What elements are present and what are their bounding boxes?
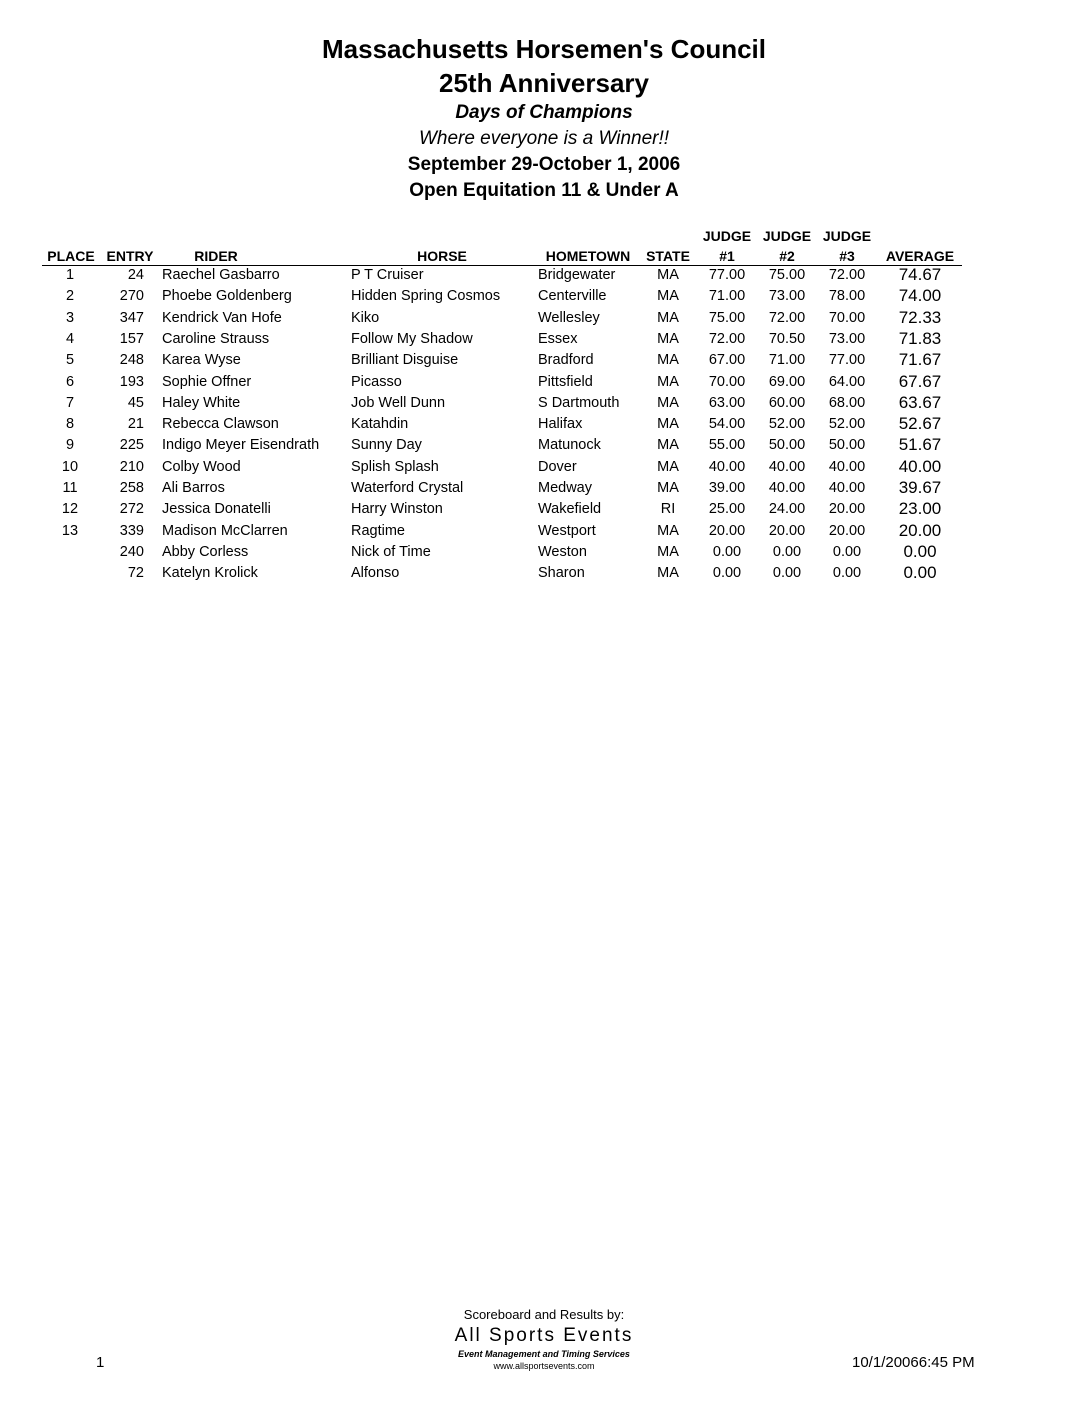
horse-cell: Harry Winston <box>351 501 443 518</box>
judge2-cell: 40.00 <box>768 480 806 496</box>
state-header: STATE <box>646 248 690 264</box>
judge1-cell: 25.00 <box>708 501 746 518</box>
place-cell: 1 <box>65 267 75 283</box>
horse-cell: Picasso <box>351 373 402 390</box>
place-cell: 10 <box>61 458 79 475</box>
hometown-cell: Bradford <box>538 352 594 369</box>
print-timestamp: 10/1/20066:45 PM <box>852 1354 975 1371</box>
rider-cell: Karea Wyse <box>162 352 241 369</box>
judge1-cell: 67.00 <box>708 352 746 369</box>
place-cell: 2 <box>65 288 75 305</box>
state-cell: MA <box>657 416 679 433</box>
rider-cell: Rebecca Clawson <box>162 416 279 433</box>
state-cell: MA <box>657 267 679 283</box>
judge3-cell: 78.00 <box>828 288 866 305</box>
judge3-cell: 40.00 <box>828 480 866 496</box>
entry-cell: 210 <box>119 458 144 475</box>
horse-cell: Sunny Day <box>351 437 422 454</box>
horse-cell: Hidden Spring Cosmos <box>351 288 501 305</box>
horse-cell: Kiko <box>351 309 380 326</box>
anniversary-title: 25th Anniversary <box>438 68 650 98</box>
hometown-cell: Wakefield <box>538 501 602 518</box>
entry-cell: 248 <box>119 352 144 369</box>
table-row <box>0 437 1088 458</box>
judge3-cell: 72.00 <box>828 267 866 283</box>
judge3-cell: 77.00 <box>828 352 866 369</box>
state-cell: MA <box>657 543 679 560</box>
hometown-cell: Pittsfield <box>538 373 593 390</box>
rider-cell: Jessica Donatelli <box>162 501 271 518</box>
judge3-cell: 0.00 <box>832 565 862 582</box>
judge1-header-word: JUDGE <box>702 228 752 244</box>
judge3-header: #3 <box>839 248 855 264</box>
entry-cell: 272 <box>119 501 144 518</box>
judge1-cell: 63.00 <box>708 394 746 411</box>
average-cell: 71.83 <box>898 328 942 348</box>
horse-cell: Brilliant Disguise <box>351 352 459 369</box>
entry-cell: 225 <box>119 437 144 454</box>
state-cell: MA <box>657 288 679 305</box>
table-row <box>0 371 1088 395</box>
judge1-cell: 40.00 <box>708 458 746 475</box>
horse-cell: Splish Splash <box>351 458 439 475</box>
judge3-cell: 68.00 <box>828 394 866 411</box>
horse-cell: Nick of Time <box>351 543 431 560</box>
entry-cell: 45 <box>127 394 144 411</box>
entry-cell: 193 <box>119 373 144 390</box>
rider-cell: Sophie Offner <box>162 373 252 390</box>
judge2-cell: 40.00 <box>768 458 806 475</box>
state-cell: MA <box>657 480 679 496</box>
rider-cell: Haley White <box>162 394 241 411</box>
hometown-cell: Centerville <box>538 288 607 305</box>
rider-cell: Indigo Meyer Eisendrath <box>162 437 320 454</box>
judge2-cell: 52.00 <box>768 416 806 433</box>
average-cell: 71.67 <box>898 350 942 370</box>
state-cell: RI <box>660 501 676 518</box>
judge3-cell: 20.00 <box>828 501 866 518</box>
event-tagline: Where everyone is a Winner!! <box>418 128 670 149</box>
judge1-cell: 54.00 <box>708 416 746 433</box>
hometown-cell: Essex <box>538 330 578 347</box>
judge1-cell: 39.00 <box>708 480 746 496</box>
average-cell: 20.00 <box>898 520 942 540</box>
organization-title: Massachusetts Horsemen's Council <box>322 34 766 64</box>
entry-cell: 347 <box>119 309 144 326</box>
judge1-cell: 70.00 <box>708 373 746 390</box>
rider-cell: Katelyn Krolick <box>162 565 258 582</box>
table-row <box>0 541 1088 565</box>
judge3-cell: 64.00 <box>828 373 866 390</box>
judge2-cell: 70.50 <box>768 330 806 347</box>
state-cell: MA <box>657 565 679 582</box>
average-cell: 72.33 <box>898 307 942 327</box>
header-rule <box>42 265 962 266</box>
page-number: 1 <box>96 1354 105 1371</box>
table-row <box>0 520 1088 544</box>
average-cell: 51.67 <box>898 435 942 455</box>
entry-header: ENTRY <box>106 248 154 264</box>
rider-cell: Colby Wood <box>162 458 241 475</box>
horse-cell: Follow My Shadow <box>351 330 473 347</box>
rider-cell: Raechel Gasbarro <box>162 267 280 283</box>
table-row <box>0 565 1088 586</box>
state-cell: MA <box>657 458 679 475</box>
judge3-cell: 52.00 <box>828 416 866 433</box>
hometown-cell: Westport <box>538 522 596 539</box>
place-cell: 7 <box>65 394 75 411</box>
average-cell: 40.00 <box>898 456 942 476</box>
judge2-cell: 60.00 <box>768 394 806 411</box>
judge1-cell: 71.00 <box>708 288 746 305</box>
judge1-header: #1 <box>719 248 735 264</box>
judge3-cell: 70.00 <box>828 309 866 326</box>
table-row <box>0 480 1088 501</box>
hometown-cell: Bridgewater <box>538 267 616 283</box>
company-url: www.allsportsevents.com <box>493 1361 595 1371</box>
place-cell: 4 <box>65 330 75 347</box>
judge2-cell: 71.00 <box>768 352 806 369</box>
place-cell: 11 <box>62 480 78 496</box>
judge2-header-word: JUDGE <box>762 228 812 244</box>
place-cell: 12 <box>61 501 79 518</box>
entry-cell: 270 <box>119 288 144 305</box>
table-row <box>0 416 1088 437</box>
rider-header: RIDER <box>194 248 238 264</box>
judge3-cell: 50.00 <box>828 437 866 454</box>
hometown-cell: Sharon <box>538 565 585 582</box>
average-cell: 23.00 <box>898 499 942 519</box>
judge3-cell: 20.00 <box>828 522 866 539</box>
hometown-header: HOMETOWN <box>545 248 631 264</box>
entry-cell: 72 <box>127 565 144 582</box>
horse-cell: Waterford Crystal <box>351 480 464 496</box>
judge2-cell: 0.00 <box>772 543 802 560</box>
place-cell: 13 <box>61 522 79 539</box>
table-row <box>0 307 1088 331</box>
hometown-cell: Wellesley <box>538 309 600 326</box>
event-dates: September 29-October 1, 2006 <box>407 154 681 175</box>
entry-cell: 157 <box>119 330 144 347</box>
rider-cell: Abby Corless <box>162 543 249 560</box>
average-cell: 0.00 <box>903 541 937 561</box>
judge3-cell: 73.00 <box>828 330 866 347</box>
judge2-cell: 0.00 <box>772 565 802 582</box>
judge2-cell: 72.00 <box>768 309 806 326</box>
judge1-cell: 72.00 <box>708 330 746 347</box>
hometown-cell: Matunock <box>538 437 601 454</box>
state-cell: MA <box>657 330 679 347</box>
judge1-cell: 0.00 <box>712 543 742 560</box>
entry-cell: 258 <box>119 480 144 496</box>
hometown-cell: Weston <box>538 543 587 560</box>
judge3-cell: 0.00 <box>832 543 862 560</box>
horse-cell: Alfonso <box>351 565 400 582</box>
judge2-header: #2 <box>779 248 795 264</box>
judge2-cell: 20.00 <box>768 522 806 539</box>
entry-cell: 339 <box>119 522 144 539</box>
place-cell: 3 <box>65 309 75 326</box>
hometown-cell: S Dartmouth <box>538 394 620 411</box>
rider-cell: Madison McClarren <box>162 522 288 539</box>
hometown-cell: Halifax <box>538 416 583 433</box>
state-cell: MA <box>657 394 679 411</box>
state-cell: MA <box>657 373 679 390</box>
hometown-cell: Medway <box>538 480 592 496</box>
entry-cell: 240 <box>119 543 144 560</box>
judge2-cell: 75.00 <box>768 267 806 283</box>
average-header: AVERAGE <box>885 248 955 264</box>
rider-cell: Caroline Strauss <box>162 330 270 347</box>
entry-cell: 21 <box>127 416 144 433</box>
judge3-header-word: JUDGE <box>822 228 872 244</box>
average-cell: 67.67 <box>898 371 942 391</box>
judge1-cell: 0.00 <box>712 565 742 582</box>
average-cell: 74.67 <box>898 265 942 284</box>
rider-cell: Kendrick Van Hofe <box>162 309 282 326</box>
place-cell: 8 <box>65 416 75 433</box>
place-cell: 9 <box>65 437 75 454</box>
company-tagline: Event Management and Timing Services <box>458 1349 630 1359</box>
table-row <box>0 328 1088 352</box>
horse-cell: Job Well Dunn <box>351 394 446 411</box>
place-cell: 5 <box>65 352 75 369</box>
page-header <box>0 32 1088 204</box>
class-name: Open Equitation 11 & Under A <box>409 180 679 201</box>
judge1-cell: 20.00 <box>708 522 746 539</box>
rider-cell: Phoebe Goldenberg <box>162 288 292 305</box>
company-logo: All Sports Events <box>454 1325 634 1346</box>
table-row <box>0 456 1088 480</box>
place-cell: 6 <box>65 373 75 390</box>
entry-cell: 24 <box>127 267 144 283</box>
horse-header: HORSE <box>417 248 467 264</box>
event-name: Days of Champions <box>455 102 633 123</box>
state-cell: MA <box>657 522 679 539</box>
rider-cell: Ali Barros <box>162 480 225 496</box>
table-row <box>0 267 1088 288</box>
table-row <box>0 501 1088 522</box>
judge3-cell: 40.00 <box>828 458 866 475</box>
judge1-cell: 75.00 <box>708 309 746 326</box>
average-cell: 39.67 <box>898 478 942 497</box>
place-header: PLACE <box>47 248 95 264</box>
state-cell: MA <box>657 352 679 369</box>
judge2-cell: 24.00 <box>768 501 806 518</box>
judge1-cell: 77.00 <box>708 267 746 283</box>
results-credit-label: Scoreboard and Results by: <box>463 1307 625 1322</box>
horse-cell: P T Cruiser <box>351 267 424 283</box>
average-cell: 0.00 <box>903 563 937 583</box>
state-cell: MA <box>657 437 679 454</box>
average-cell: 63.67 <box>898 392 942 412</box>
table-row <box>0 352 1088 373</box>
judge1-cell: 55.00 <box>708 437 746 454</box>
hometown-cell: Dover <box>538 458 577 475</box>
horse-cell: Ragtime <box>351 522 405 539</box>
state-cell: MA <box>657 309 679 326</box>
table-row <box>0 288 1088 309</box>
average-cell: 74.00 <box>898 286 942 306</box>
table-row <box>0 392 1088 416</box>
judge2-cell: 73.00 <box>768 288 806 305</box>
horse-cell: Katahdin <box>351 416 409 433</box>
judge2-cell: 69.00 <box>768 373 806 390</box>
judge2-cell: 50.00 <box>768 437 806 454</box>
average-cell: 52.67 <box>898 414 942 434</box>
